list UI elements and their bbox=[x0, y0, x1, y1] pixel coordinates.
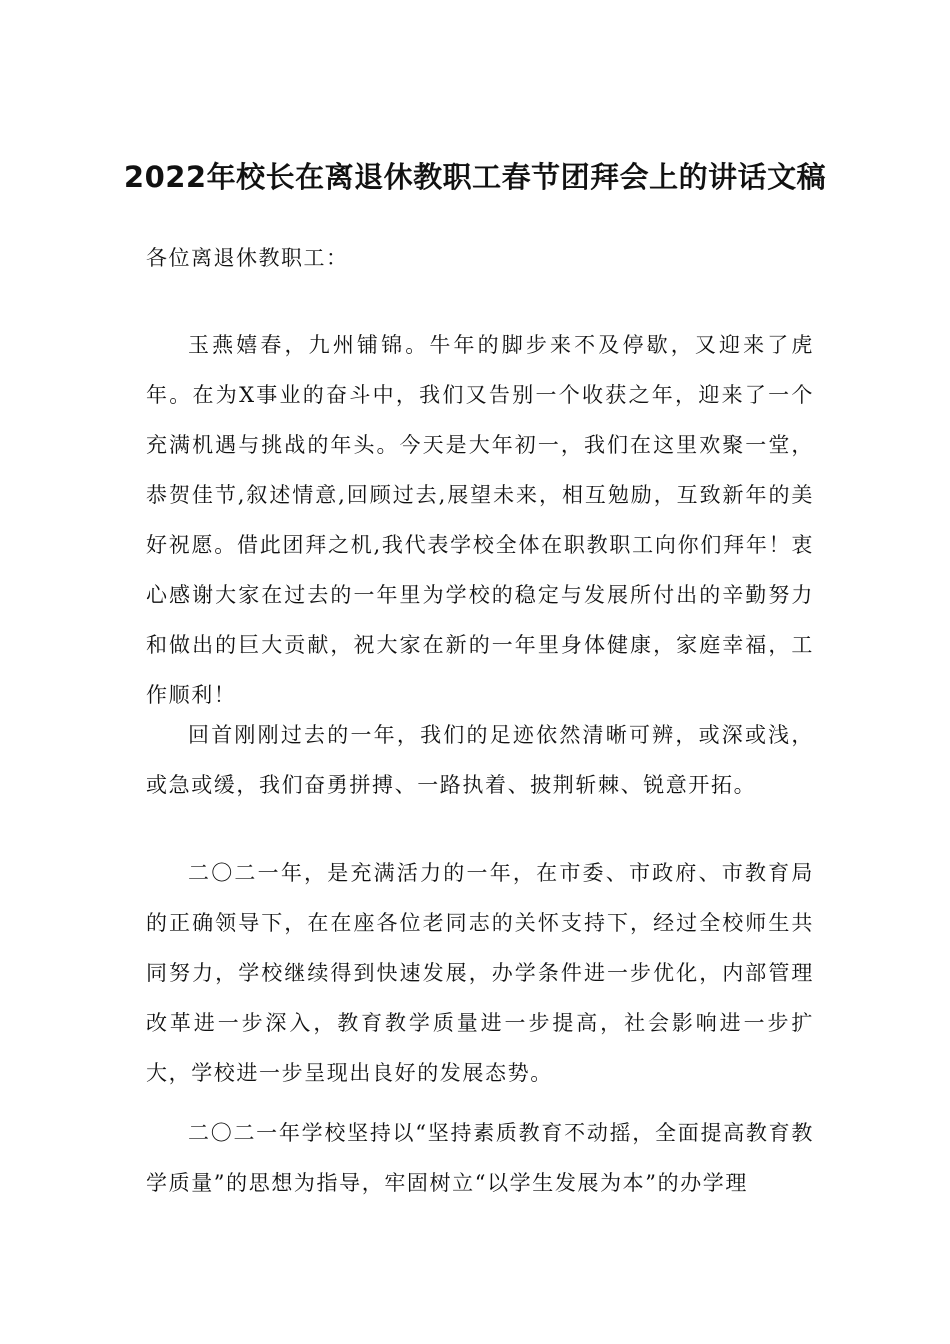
paragraph-greeting: 玉燕嬉春，九州铺锦。牛年的脚步来不及停歇，又迎来了虎年。在为X事业的奋斗中，我们又告别一个收获之年，迎来了一个充满机遇与挑战的年头。今天是大年初一，我们在这里欢聚一堂，恭贺佳节,叙述情意,回顾过去,展望未来，相互勉励，互致新年的美好祝愿。借此团拜之机,我代表学校全体在职教职工向你们拜年！衷心感谢大家在过去的一年里为学校的稳定与发展所付出的辛勤努力和做出的巨大贡献，祝大家在新的一年里身体健康，家庭幸福，工作顺利！ bbox=[146, 333, 814, 707]
paragraph-2021-overview: 二〇二一年，是充满活力的一年，在市委、市政府、市教育局的正确领导下，在在座各位老同志的关怀支持下，经过全校师生共同努力，学校继续得到快速发展，办学条件进一步优化，内部管理改革进一步深入，教育教学质量进一步提高，社会影响进一步扩大，学校进一步呈现出良好的发展态势。 bbox=[146, 861, 814, 1085]
salutation: 各位离退休教职工： bbox=[146, 246, 349, 270]
document-title: 2022年校长在离退休教职工春节团拜会上的讲话文稿 bbox=[123, 160, 827, 194]
paragraph-2021-guideline: 二〇二一年学校坚持以“坚持素质教育不动摇，全面提高教育教学质量”的思想为指导，牢固树立“以学生发展为本”的办学理 bbox=[146, 1121, 814, 1195]
paragraph-review: 回首刚刚过去的一年，我们的足迹依然清晰可辨，或深或浅，或急或缓，我们奋勇拼搏、一路执着、披荆斩棘、锐意开拓。 bbox=[146, 723, 814, 797]
